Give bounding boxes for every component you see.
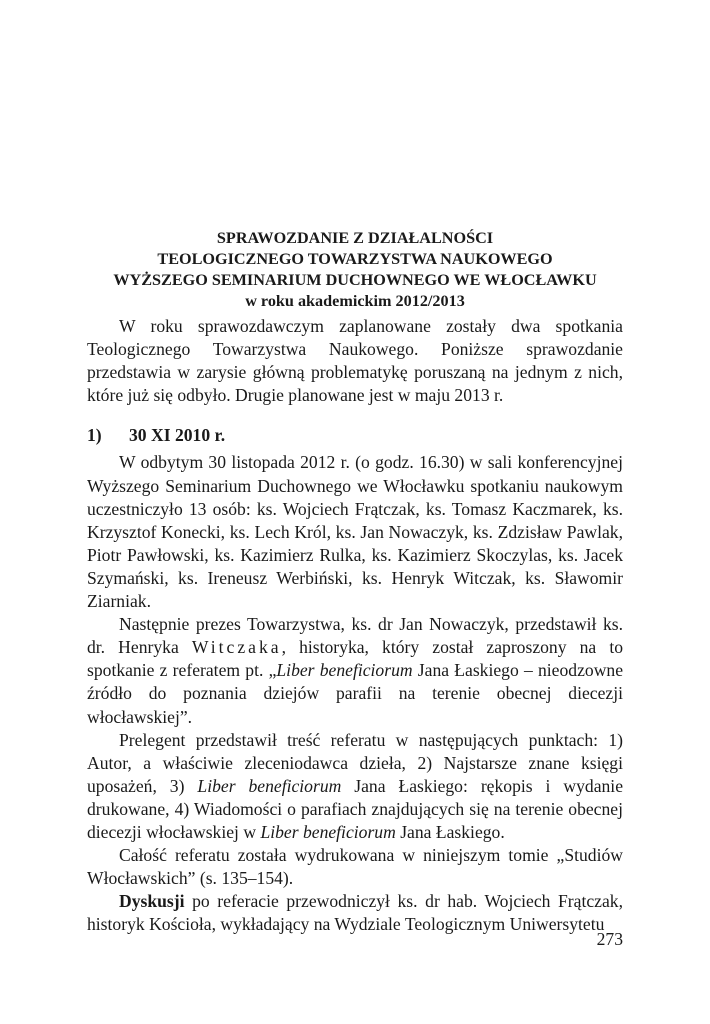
text-run: Jana Łaskiego – nieodzowne źródło do poznania dziejów parafii na terenie obecnej diecezji włocławskiej”.: [87, 660, 624, 727]
title-line-2: TEOLOGICZNEGO TOWARZYSTWA NAUKOWEGO: [157, 250, 553, 268]
page-number: 273: [596, 929, 623, 949]
intro-paragraph: W roku sprawozdawczym zaplanowane zostały dwa spotkania Teologicznego Towarzystwa Naukowego. Poniższe sprawozdanie przedstawia w zarysie główną problematykę poruszaną na jednym z nich, które już się odbyło. Drugie planowane jest w maju 2013 r.: [87, 316, 623, 406]
discussion-paragraph: [87, 890, 623, 936]
bold-lead: Dyskusji: [119, 891, 185, 912]
section-number: 1): [87, 425, 102, 446]
italic-title: Liber beneficiorum: [197, 775, 342, 796]
text-run: po referacie przewodniczył ks. dr hab. Wojciech Frątczak, historyk Kościoła, wykładający na Wydziale Teologicznym Uniwersytetu: [87, 891, 623, 935]
title-line-1: SPRAWOZDANIE Z DZIAŁALNOŚCI: [216, 229, 494, 247]
italic-title: Liber beneficiorum: [276, 660, 413, 681]
document-page: [87, 228, 623, 936]
text-run: , historyka, który został zaproszony na to spotkanie z referatem pt. „: [87, 637, 624, 681]
text-run: Następnie prezes Towarzystwa, ks. dr Jan Nowaczyk, przedstawił ks. dr. Henryka: [87, 614, 623, 658]
title-line-4: w roku akademickim 2012/2013: [245, 292, 465, 310]
text-run: Jana Łaskiego.: [395, 821, 505, 842]
publication-paragraph: Całość referatu została wydrukowana w niniejszym tomie „Studiów Włocławskich” (s. 135–154).: [87, 845, 623, 889]
outline-paragraph: [87, 729, 623, 844]
presentation-paragraph: [87, 613, 623, 728]
section-1-heading: [87, 424, 623, 447]
report-title: [87, 228, 623, 312]
text-run: Jana Łaskiego: rękopis i wydanie drukowane, 4) Wiadomości o parafiach znajdujących się na terenie obecnej diecezji włocławskiej w: [87, 775, 623, 842]
section-date: 30 XI 2010 r.: [129, 425, 226, 446]
title-line-3: WYŻSZEGO SEMINARIUM DUCHOWNEGO WE WŁOCŁAWKU: [113, 271, 597, 289]
attendance-paragraph: W odbytym 30 listopada 2012 r. (o godz. 16.30) w sali konferencyjnej Wyższego Seminarium Duchownego we Włocławku spotkaniu naukowym uczestniczyło 13 osób: ks. Wojciech Frątczak, ks. Tomasz Kaczmarek, ks. Krzysztof Konecki, ks. Lech Król, ks. Jan Nowaczyk, ks. Zdzisław Pawlak, Piotr Pawłowski, ks. Kazimierz Rulka, ks. Kazimierz Skoczylas, ks. Jacek Szymański, ks. Ireneusz Werbiński, ks. Henryk Witczak, ks. Sławomir Ziarniak.: [87, 452, 623, 612]
italic-title: Liber beneficiorum: [260, 821, 396, 842]
spaced-name: Witczaka: [191, 637, 282, 658]
text-run: Prelegent przedstawił treść referatu w następujących punktach: 1) Autor, a właściwie zleceniodawca dzieła, 2) Najstarsze znane księgi uposażeń, 3): [87, 729, 623, 796]
